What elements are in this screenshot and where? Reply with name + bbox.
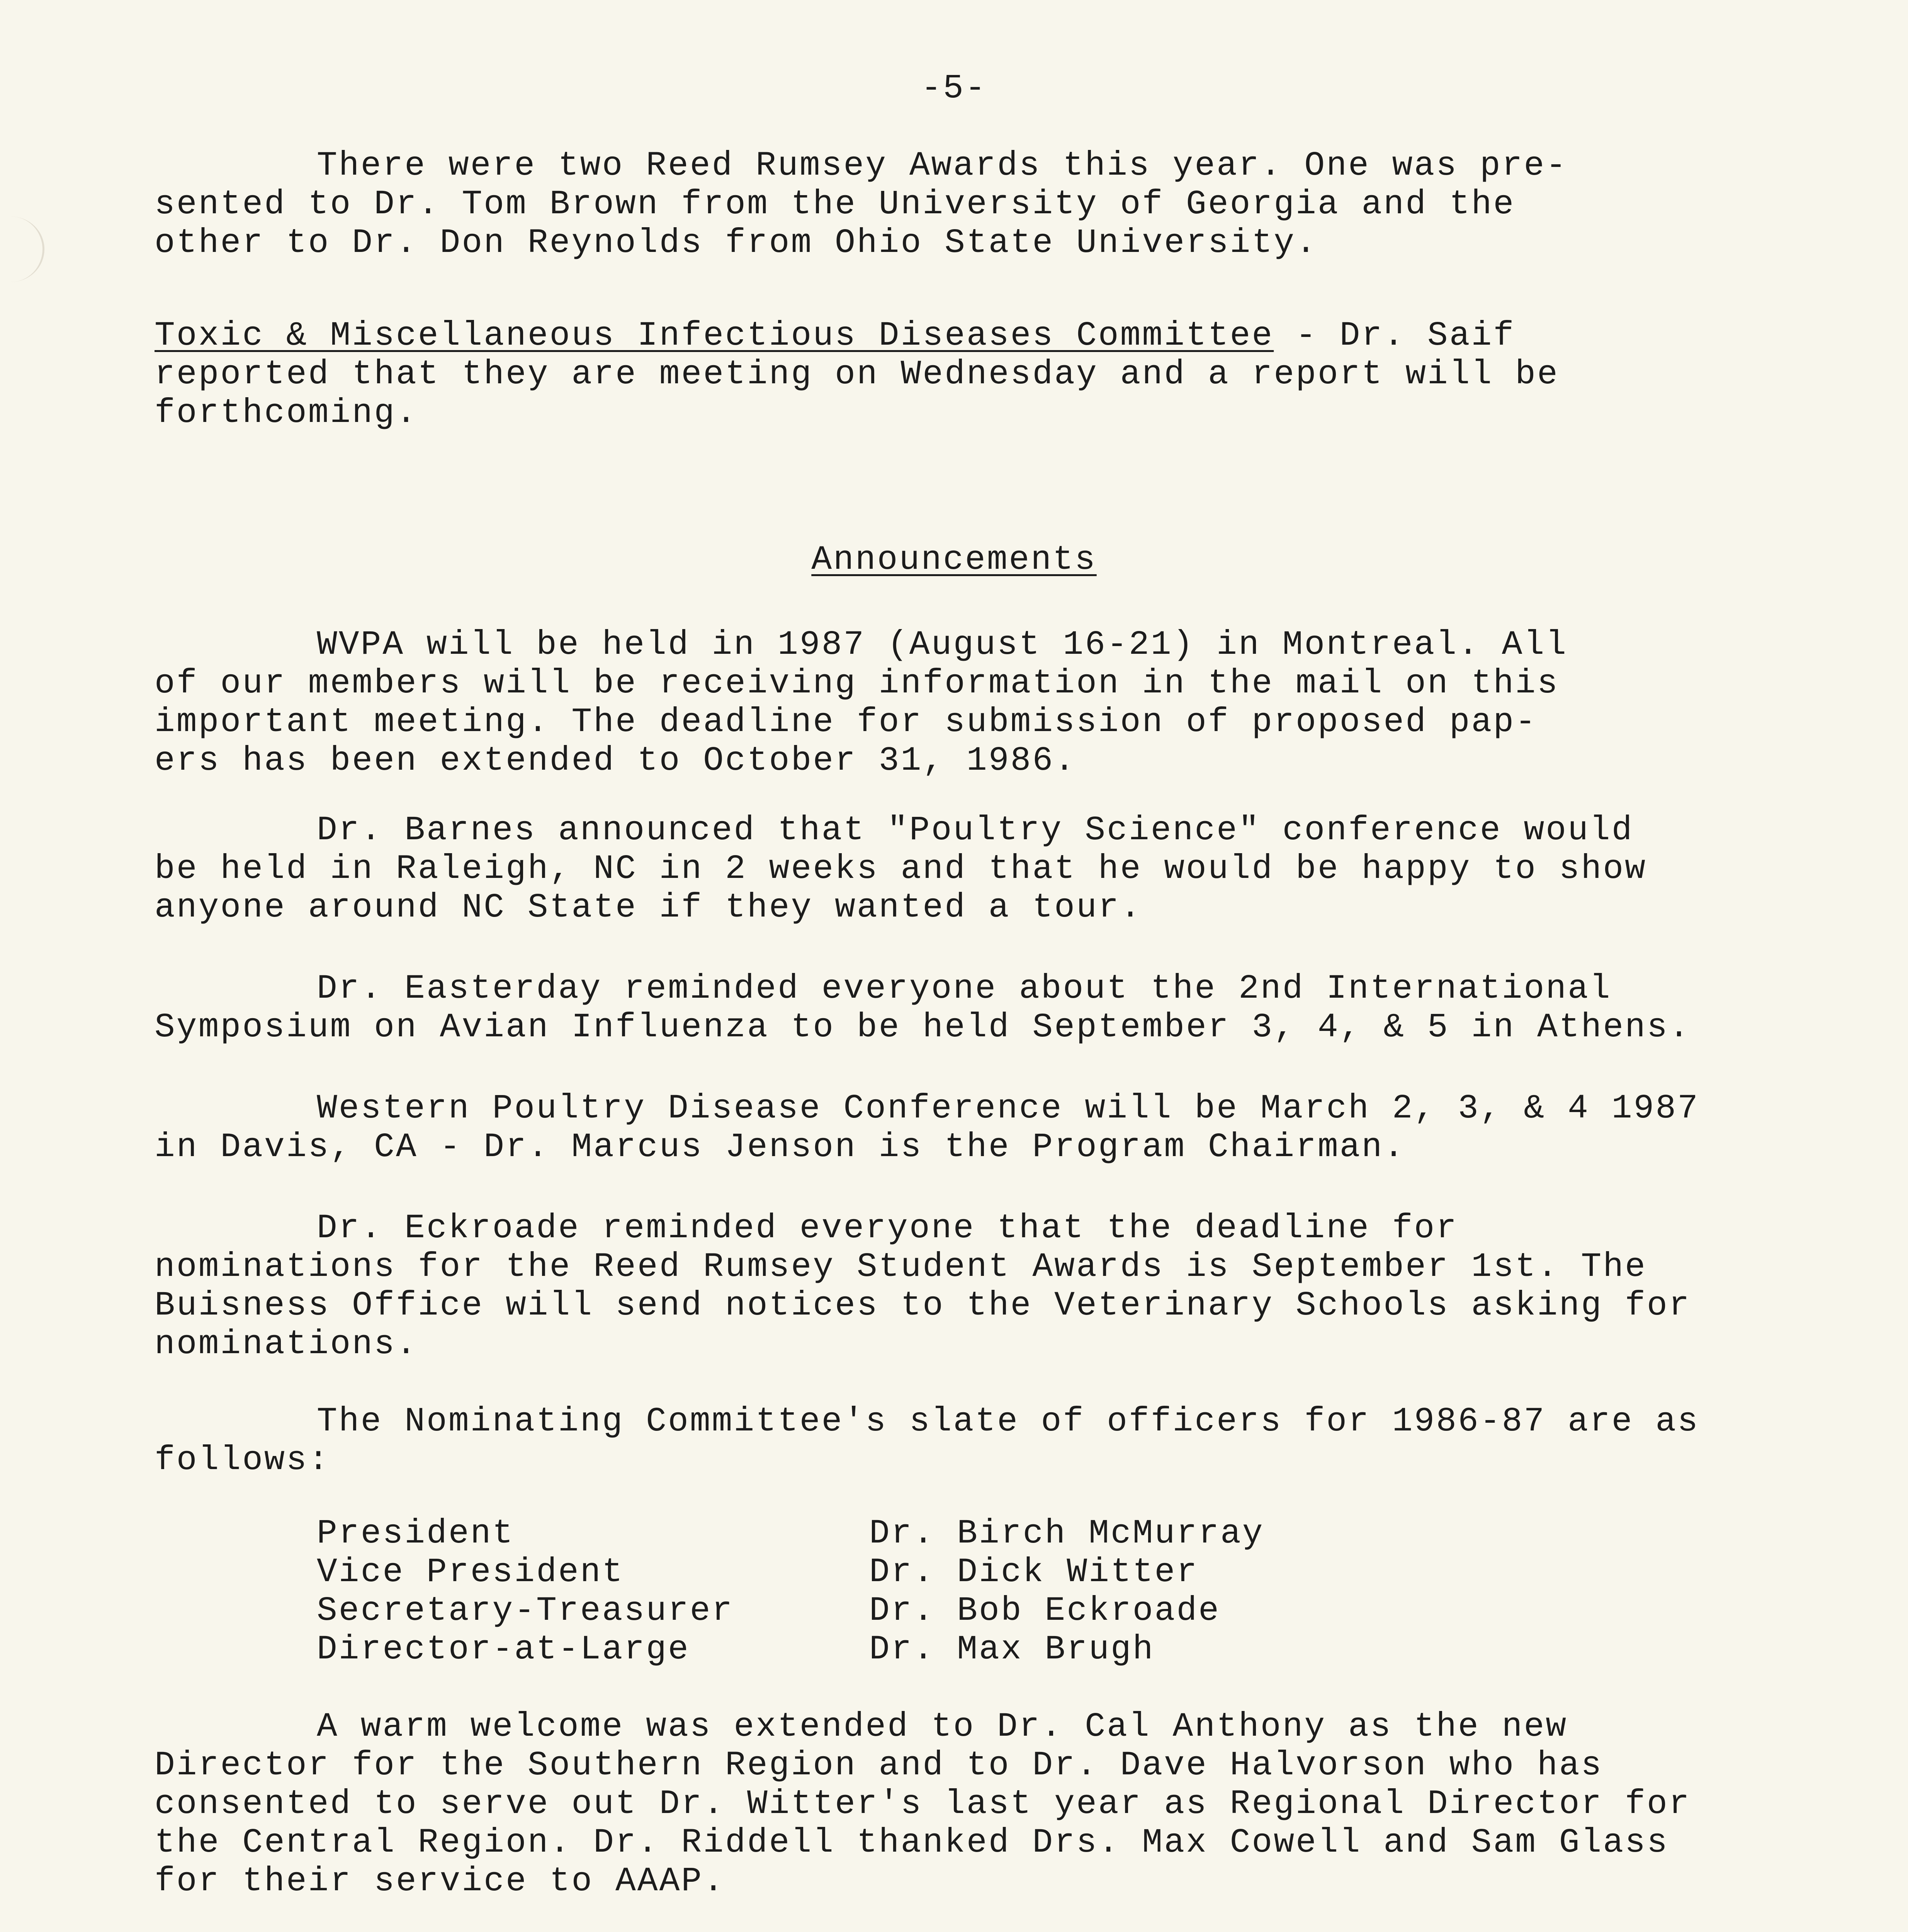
officer-row bbox=[317, 1553, 1410, 1592]
punch-hole-top bbox=[0, 216, 44, 282]
committee-title: Toxic & Miscellaneous Infectious Diseases Committee bbox=[155, 317, 1274, 355]
officer-name: Dr. Max Brugh bbox=[869, 1631, 1155, 1669]
text-line: the Central Region. Dr. Riddell thanked Drs. Max Cowell and Sam Glass bbox=[155, 1824, 1669, 1862]
text-line: nominations. bbox=[155, 1325, 418, 1364]
officer-name: Dr. Bob Eckroade bbox=[869, 1592, 1220, 1630]
text-line: important meeting. The deadline for submission of proposed pap- bbox=[155, 703, 1537, 742]
text-line: The Nominating Committee's slate of officers for 1986-87 are as bbox=[317, 1403, 1699, 1441]
officer-name: Dr. Birch McMurray bbox=[869, 1515, 1264, 1553]
text-line: follows: bbox=[155, 1441, 330, 1480]
page-number: -5- bbox=[921, 70, 987, 108]
paragraph-nominating bbox=[155, 1403, 1769, 1480]
officer-row bbox=[317, 1592, 1410, 1631]
officer-name: Dr. Dick Witter bbox=[869, 1553, 1199, 1592]
text-line: reported that they are meeting on Wednesday and a report will be bbox=[155, 355, 1559, 394]
text-line: Symposium on Avian Influenza to be held September 3, 4, & 5 in Athens. bbox=[155, 1009, 1691, 1047]
text-line: WVPA will be held in 1987 (August 16-21) in Montreal. All bbox=[317, 626, 1568, 664]
paragraph-eckroade bbox=[155, 1209, 1769, 1364]
paragraph-western-poultry bbox=[155, 1090, 1769, 1167]
paragraph-easterday bbox=[155, 970, 1769, 1047]
text-line: There were two Reed Rumsey Awards this year. One was pre- bbox=[317, 147, 1568, 185]
text-line: anyone around NC State if they wanted a tour. bbox=[155, 889, 1142, 927]
text-line: A warm welcome was extended to Dr. Cal Anthony as the new bbox=[317, 1708, 1568, 1746]
paragraph-wvpa bbox=[155, 626, 1769, 781]
text-line: consented to serve out Dr. Witter's last year as Regional Director for bbox=[155, 1785, 1691, 1823]
announcements-heading-text: Announcements bbox=[811, 541, 1097, 579]
text-line: in Davis, CA - Dr. Marcus Jenson is the Program Chairman. bbox=[155, 1128, 1406, 1167]
paragraph-welcome bbox=[155, 1708, 1769, 1901]
text-line: be held in Raleigh, NC in 2 weeks and that he would be happy to show bbox=[155, 850, 1647, 888]
text-line: Buisness Office will send notices to the Veterinary Schools asking for bbox=[155, 1287, 1691, 1325]
committee-first-line bbox=[155, 317, 1769, 355]
text-line: Western Poultry Disease Conference will be March 2, 3, & 4 1987 bbox=[317, 1090, 1699, 1128]
officer-row bbox=[317, 1631, 1410, 1669]
text-line: nominations for the Reed Rumsey Student Awards is September 1st. The bbox=[155, 1248, 1647, 1286]
officer-title: Director-at-Large bbox=[317, 1631, 690, 1669]
officer-title: Secretary-Treasurer bbox=[317, 1592, 734, 1630]
text-line: of our members will be receiving information in the mail on this bbox=[155, 665, 1559, 703]
text-line: sented to Dr. Tom Brown from the University of Georgia and the bbox=[155, 185, 1516, 224]
committee-reporter: - Dr. Saif bbox=[1274, 317, 1516, 355]
text-line: for their service to AAAP. bbox=[155, 1862, 725, 1901]
text-line: Dr. Easterday reminded everyone about the 2nd International bbox=[317, 970, 1612, 1008]
paragraph-barnes bbox=[155, 811, 1769, 927]
paragraph-toxic-committee bbox=[155, 317, 1769, 433]
officer-title: Vice President bbox=[317, 1553, 624, 1592]
officer-row bbox=[317, 1515, 1410, 1553]
text-line: Director for the Southern Region and to Dr. Dave Halvorson who has bbox=[155, 1747, 1603, 1785]
text-line: forthcoming. bbox=[155, 394, 418, 432]
text-line: ers has been extended to October 31, 1986. bbox=[155, 742, 1076, 780]
text-line: Dr. Barnes announced that "Poultry Science" conference would bbox=[317, 811, 1634, 850]
officer-title: President bbox=[317, 1515, 515, 1553]
text-line: Dr. Eckroade reminded everyone that the deadline for bbox=[317, 1209, 1458, 1248]
officers-slate bbox=[317, 1515, 1410, 1669]
announcements-heading bbox=[0, 541, 1908, 579]
text-line: other to Dr. Don Reynolds from Ohio State University. bbox=[155, 224, 1318, 262]
paragraph-rumsey-awards bbox=[155, 147, 1769, 263]
